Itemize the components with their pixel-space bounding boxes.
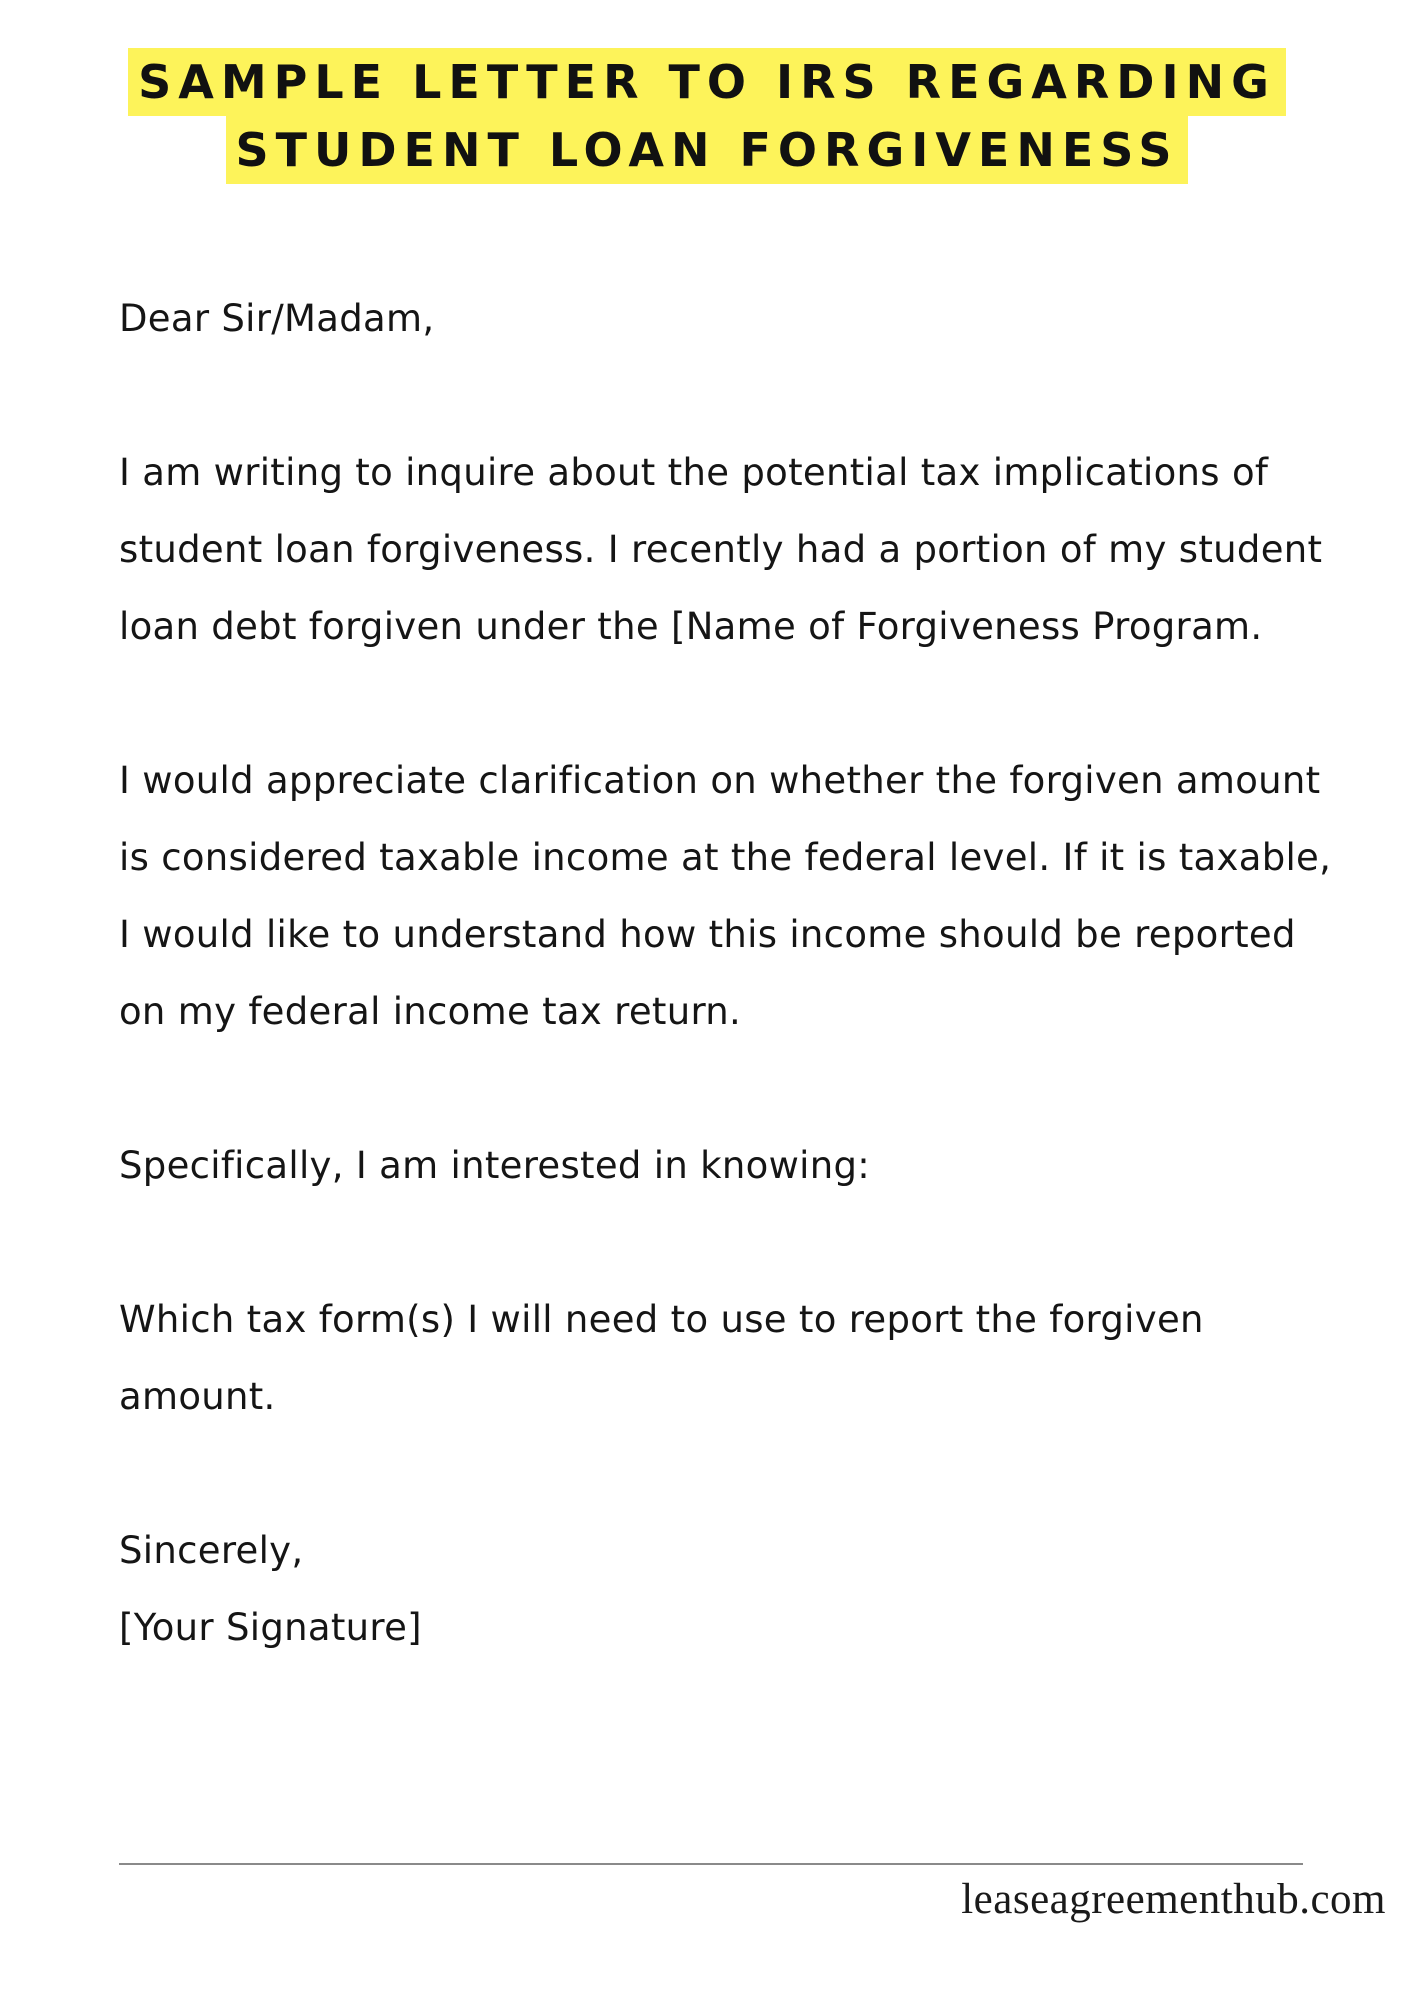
paragraph-clarification: I would appreciate clarification on whether the forgiven amount is considered taxable income at the federal level. If it is taxable, I would like to understand how this income should be reported on my federal income tax return. bbox=[119, 759, 1332, 1033]
footer-site: leaseagreementhub.com bbox=[961, 1876, 1386, 1923]
title-line-2: STUDENT LOAN FORGIVENESS bbox=[226, 116, 1189, 184]
paragraph-specifically: Specifically, I am interested in knowing: bbox=[119, 1144, 871, 1187]
title-line-1: SAMPLE LETTER TO IRS REGARDING bbox=[128, 48, 1286, 116]
paragraph-tax-form: Which tax form(s) I will need to use to report the forgiven amount. bbox=[119, 1298, 1204, 1418]
letter-body bbox=[119, 280, 1339, 1666]
closing: Sincerely, bbox=[119, 1529, 304, 1572]
footer-divider bbox=[119, 1863, 1303, 1865]
salutation: Dear Sir/Madam, bbox=[119, 297, 435, 340]
paragraph-inquiry: I am writing to inquire about the potential tax implications of student loan forgiveness. I recently had a portion of my student loan debt forgiven under the [Name of Forgiveness Program. bbox=[119, 451, 1323, 648]
signature: [Your Signature] bbox=[119, 1606, 422, 1649]
page-title bbox=[0, 48, 1414, 184]
